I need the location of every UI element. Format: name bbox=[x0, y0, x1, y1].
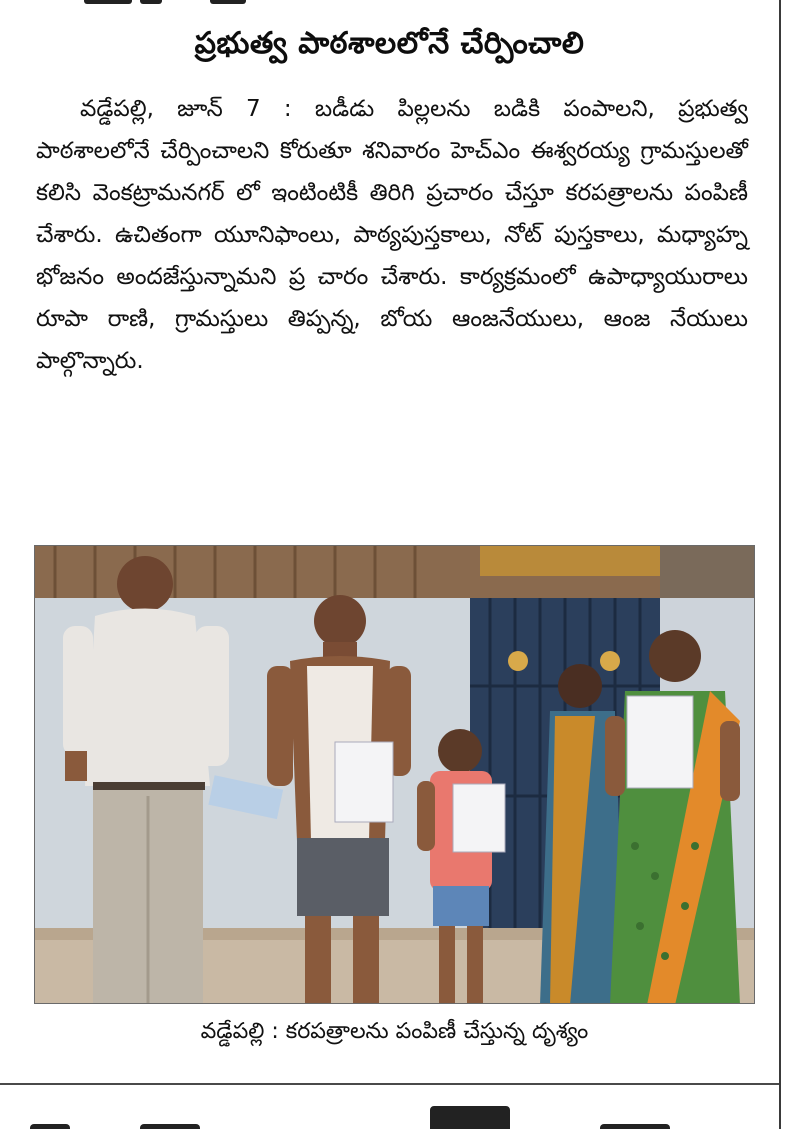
photo-illustration bbox=[35, 546, 755, 1004]
column-rule bbox=[779, 0, 781, 1129]
article-paragraph: వడ్డేపల్లి, జూన్ 7 : బడీడు పిల్లలను బడికి పంపాలని, ప్రభుత్వ పాఠశాలలోనే చేర్పించాలని కోరుతూ శనివారం హెచ్ఎం ఈశ్వరయ్య గ్రామస్తులతో కలిసి వెంకట్రామనగర్ లో ఇంటింటికీ తిరిగి ప్రచారం చేస్తూ కరపత్రాలను పంపిణీ చేశారు. ఉచితంగా యూనిఫాంలు, పాఠ్యపుస్తకాలు, నోట్ పుస్తకాలు, మధ్యాహ్న భోజనం అందజేస్తున్నామని ప్ర చారం చేశారు. కార్యక్రమంలో ఉపాధ్యాయురాలు రూపా రాణి, గ్రామస్తులు తిప్పన్న, బోయ ఆంజనేయులు, ఆంజ నేయులు పాల్గొన్నారు. bbox=[36, 96, 748, 374]
news-photo bbox=[34, 545, 755, 1004]
photo-caption: వడ్డేపల్లి : కరపత్రాలను పంపిణీ చేస్తున్న దృశ్యం bbox=[200, 1019, 589, 1044]
article-separator bbox=[0, 1083, 779, 1085]
person-woman-teacher bbox=[540, 664, 625, 1004]
cropped-next-headline bbox=[0, 1100, 779, 1129]
article-headline: ప్రభుత్వ పాఠశాలలోనే చేర్పించాలి bbox=[194, 26, 585, 61]
article-body bbox=[36, 88, 748, 382]
cropped-previous-text bbox=[0, 0, 800, 14]
